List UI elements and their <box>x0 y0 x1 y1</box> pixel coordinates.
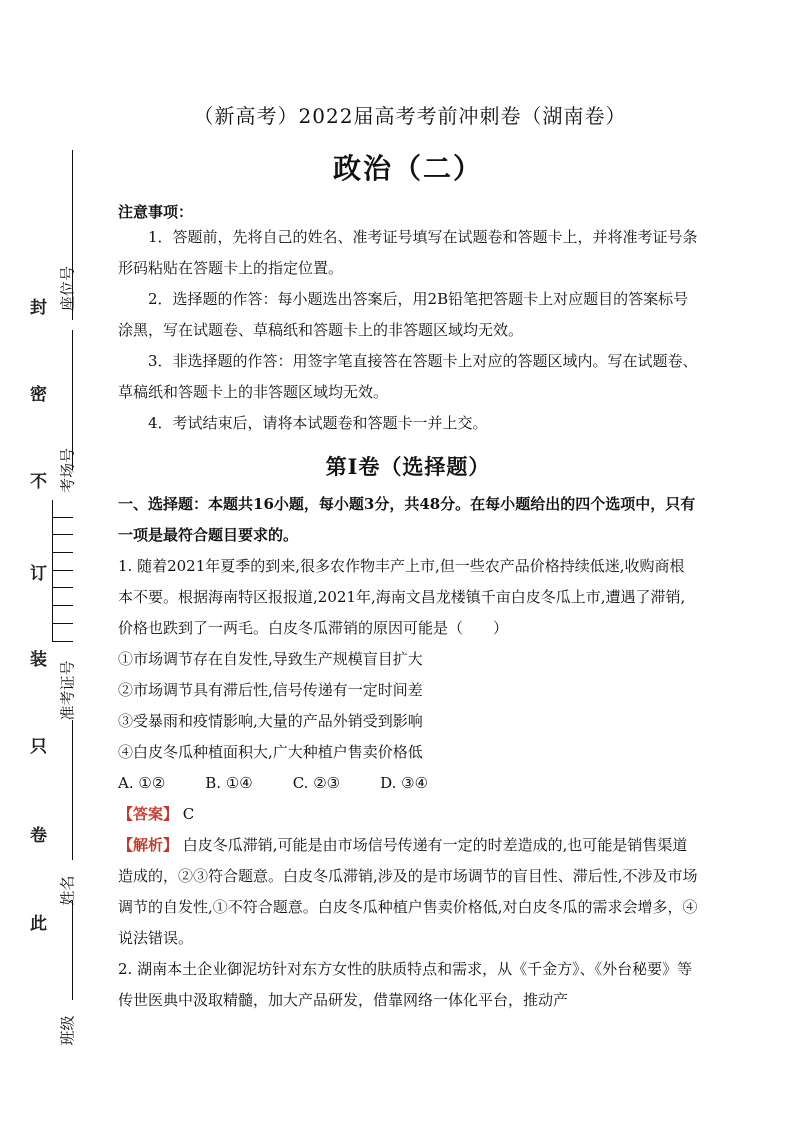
analysis-tag: 【解析】 <box>118 836 179 854</box>
paper-title: （新高考）2022届高考考前冲刺卷（湖南卷） <box>193 104 627 128</box>
option-d: D. ③④ <box>380 774 429 792</box>
answer-line <box>118 799 698 830</box>
binding-char: 封 <box>26 298 46 315</box>
binding-char: 卷 <box>26 826 46 843</box>
binding-char: 只 <box>26 737 46 754</box>
statement-item: ①市场调节存在自发性,导致生产规模盲目扩大 <box>118 650 423 668</box>
answer-options <box>118 768 698 799</box>
answer-value: C <box>182 805 195 823</box>
option-a: A. ①② <box>118 774 166 792</box>
section-instruction: 一、选择题：本题共16小题，每小题3分，共48分。在每小题给出的四个选项中，只有一项是最符合题目要求的。 <box>118 495 696 544</box>
statement-item: ②市场调节具有滞后性,信号传递有一定时间差 <box>118 681 423 699</box>
binding-char: 此 <box>26 914 46 931</box>
subject-title: 政治（二） <box>332 152 483 185</box>
binding-char: 订 <box>26 564 46 581</box>
analysis-block <box>118 830 698 954</box>
binding-char: 装 <box>26 650 46 667</box>
analysis-text: 白皮冬瓜滞销,可能是由市场信号传递有一定的时差造成的,也可能是销售渠道造成的，②③符合题意。白皮冬瓜滞销,涉及的是市场调节的盲目性、滞后性,不涉及市场调节的自发性,①不符合题意。白皮冬瓜种植户售卖价格低,对白皮冬瓜的需求会增多，④说法错误。 <box>118 836 698 947</box>
exam-paper <box>118 100 698 1016</box>
binding-char: 不 <box>26 472 46 489</box>
class-label: 班级 <box>58 1015 77 1046</box>
exam-id-grid <box>52 500 73 642</box>
note-item: 2．选择题的作答：每小题选出答案后，用2B铅笔把答题卡上对应题目的答案标号涂黑，写在试题卷、草稿纸和答题卡上的非答题区域均无效。 <box>118 290 689 339</box>
question-stem: 1. 随着2021年夏季的到来,很多农作物丰产上市,但一些农产品价格持续低迷,收购商根本不要。根据海南特区报报道,2021年,海南文昌龙楼镇千亩白皮冬瓜上市,遭遇了滞销,价格也跌到了一两毛。白皮冬瓜滞销的原因可能是（ ） <box>118 557 686 637</box>
binding-line <box>72 720 73 860</box>
section-title: 第Ⅰ卷（选择题） <box>325 454 491 479</box>
seat-number-label: 座位号 <box>58 266 77 312</box>
statement-item: ③受暴雨和疫情影响,大量的产品外销受到影响 <box>118 712 423 730</box>
exam-id-label: 准考证号 <box>58 660 77 721</box>
notes-heading: 注意事项： <box>118 203 194 221</box>
answer-tag: 【答案】 <box>118 805 179 823</box>
exam-room-label: 考场号 <box>58 448 77 494</box>
note-item: 1．答题前，先将自己的姓名、准考证号填写在试题卷和答题卡上，并将准考证号条形码粘贴在答题卡上的指定位置。 <box>118 228 698 277</box>
binding-char: 密 <box>26 385 46 402</box>
question-stem: 2. 湖南本土企业御泥坊针对东方女性的肤质特点和需求，从《千金方》、《外台秘要》等传世医典中汲取精髓，加大产品研发，借靠网络一体化平台，推动产 <box>118 960 693 1009</box>
option-b: B. ①④ <box>205 774 253 792</box>
note-item: 3．非选择题的作答：用签字笔直接答在答题卡上对应的答题区域内。写在试题卷、草稿纸和答题卡上的非答题区域均无效。 <box>118 352 698 401</box>
name-label: 姓名 <box>58 875 77 906</box>
binding-margin <box>0 0 100 1123</box>
option-c: C. ②③ <box>292 774 341 792</box>
statement-item: ④白皮冬瓜种植面积大,广大种植户售卖价格低 <box>118 743 423 761</box>
note-item: 4．考试结束后，请将本试题卷和答题卡一并上交。 <box>148 414 488 432</box>
